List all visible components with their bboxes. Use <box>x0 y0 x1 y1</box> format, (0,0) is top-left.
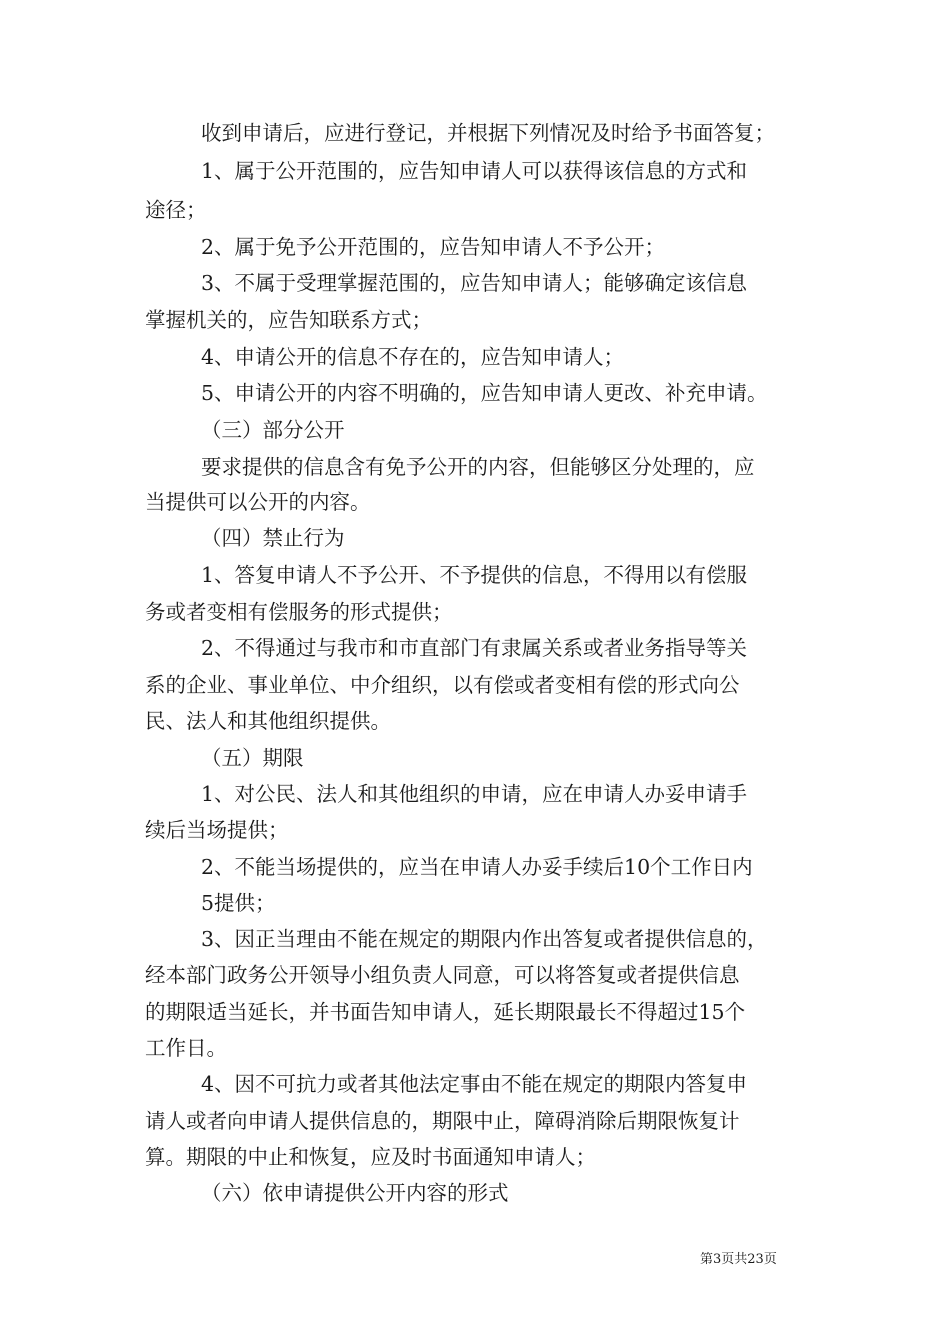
text-line: 1、属于公开范围的，应告知申请人可以获得该信息的方式和 <box>201 159 748 183</box>
text-line: 经本部门政务公开领导小组负责人同意，可以将答复或者提供信息 <box>145 963 740 987</box>
text-line: 工作日。 <box>145 1036 227 1060</box>
text-line: 要求提供的信息含有免予公开的内容，但能够区分处理的，应 <box>201 455 755 479</box>
text-line: 2、不得通过与我市和市直部门有隶属关系或者业务指导等关 <box>201 636 748 660</box>
text-line: 途径； <box>145 198 207 222</box>
text-line: 4、因不可抗力或者其他法定事由不能在规定的期限内答复申 <box>201 1072 748 1096</box>
section-heading: （六）依申请提供公开内容的形式 <box>201 1181 509 1205</box>
text-line: 2、属于免予公开范围的，应告知申请人不予公开； <box>201 235 666 259</box>
text-line: 当提供可以公开的内容。 <box>145 490 371 514</box>
section-heading: （五）期限 <box>201 746 304 770</box>
text-line: 的期限适当延长，并书面告知申请人，延长期限最长不得超过15个 <box>145 1000 746 1024</box>
text-line: 请人或者向申请人提供信息的，期限中止，障碍消除后期限恢复计 <box>145 1109 740 1133</box>
text-line: 2、不能当场提供的，应当在申请人办妥手续后10个工作日内 <box>201 855 753 879</box>
text-line: 5提供； <box>201 891 276 915</box>
text-line: 务或者变相有偿服务的形式提供； <box>145 600 453 624</box>
text-line: 3、不属于受理掌握范围的，应告知申请人；能够确定该信息 <box>201 271 748 295</box>
text-line: 1、对公民、法人和其他组织的申请，应在申请人办妥申请手 <box>201 782 748 806</box>
text-line: 续后当场提供； <box>145 818 289 842</box>
text-line: 掌握机关的，应告知联系方式； <box>145 308 432 332</box>
section-heading: （三）部分公开 <box>201 418 345 442</box>
text-line: 3、因正当理由不能在规定的期限内作出答复或者提供信息的， <box>201 927 768 951</box>
text-line: 民、法人和其他组织提供。 <box>145 709 391 733</box>
page-number: 第3页共23页 <box>700 1252 777 1267</box>
text-line: 系的企业、事业单位、中介组织，以有偿或者变相有偿的形式向公 <box>145 673 740 697</box>
text-line: 1、答复申请人不予公开、不予提供的信息，不得用以有偿服 <box>201 563 748 587</box>
text-line: 算。期限的中止和恢复，应及时书面通知申请人； <box>145 1145 596 1169</box>
text-line: 收到申请后，应进行登记，并根据下列情况及时给予书面答复； <box>201 121 775 145</box>
text-line: 4、申请公开的信息不存在的，应告知申请人； <box>201 345 625 369</box>
section-heading: （四）禁止行为 <box>201 526 345 550</box>
text-line: 5、申请公开的内容不明确的，应告知申请人更改、补充申请。 <box>201 381 768 405</box>
